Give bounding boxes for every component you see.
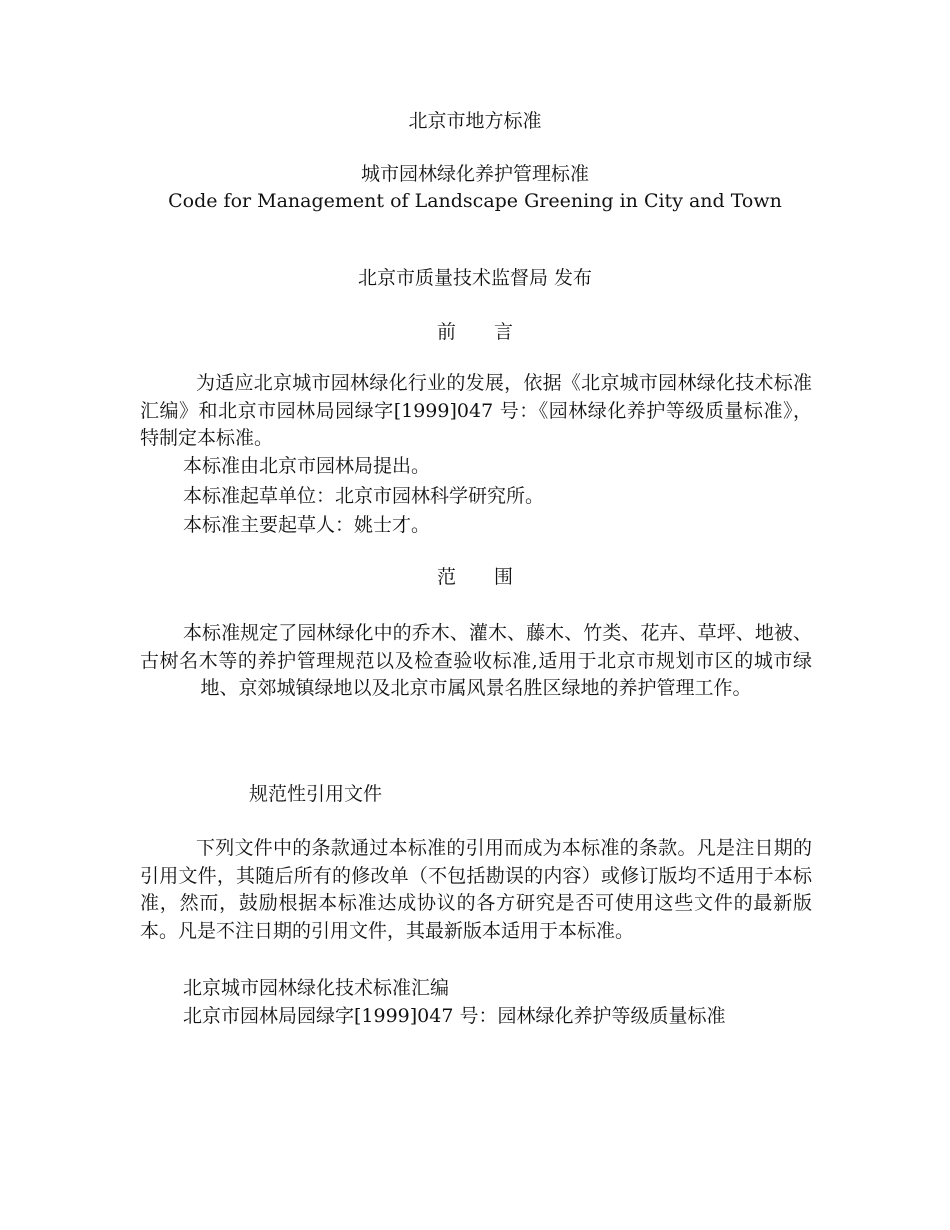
foreword-line-drafter: 本标准主要起草人：姚士才。 xyxy=(183,514,431,536)
foreword-heading xyxy=(0,319,950,346)
title-chinese: 城市园林绿化养护管理标准 xyxy=(360,163,589,185)
foreword-line-drafting-unit: 本标准起草单位：北京市园林科学研究所。 xyxy=(183,485,545,507)
standard-type: 北京市地方标准 xyxy=(408,110,542,132)
scope-heading-text: 范围 xyxy=(436,566,551,588)
scope-paragraph: 本标准规定了园林绿化中的乔木、灌木、藤木、竹类、花卉、草坪、地被、古树名木等的养护管理规范以及检查验收标准,适用于北京市规划市区的城市绿地、京郊城镇绿地以及北京市属风景名胜区绿地的养护管理工作。 xyxy=(140,622,812,699)
foreword-line-proposer: 本标准由北京市园林局提出。 xyxy=(183,455,431,477)
reference-item-2: 北京市园林局园绿字[1999]047 号：园林绿化养护等级质量标准 xyxy=(183,1005,726,1027)
publisher-line: 北京市质量技术监督局 发布 xyxy=(357,267,593,289)
reference-item-1: 北京城市园林绿化技术标准汇编 xyxy=(183,977,450,999)
foreword-heading-text: 前言 xyxy=(436,321,551,343)
scope-heading xyxy=(0,564,950,591)
title-english: Code for Management of Landscape Greening in City and Town xyxy=(168,190,782,212)
foreword-paragraph: 为适应北京城市园林绿化行业的发展，依据《北京城市园林绿化技术标准汇编》和北京市园林局园绿字[1999]047 号：《园林绿化养护等级质量标准》，特制定本标准。 xyxy=(140,372,812,449)
references-heading: 规范性引用文件 xyxy=(249,783,383,805)
references-paragraph: 下列文件中的条款通过本标准的引用而成为本标准的条款。凡是注日期的引用文件，其随后所有的修改单（不包括勘误的内容）或修订版均不适用于本标准，然而，鼓励根据本标准达成协议的各方研究是否可使用这些文件的最新版本。凡是不注日期的引用文件，其最新版本适用于本标准。 xyxy=(140,837,812,942)
